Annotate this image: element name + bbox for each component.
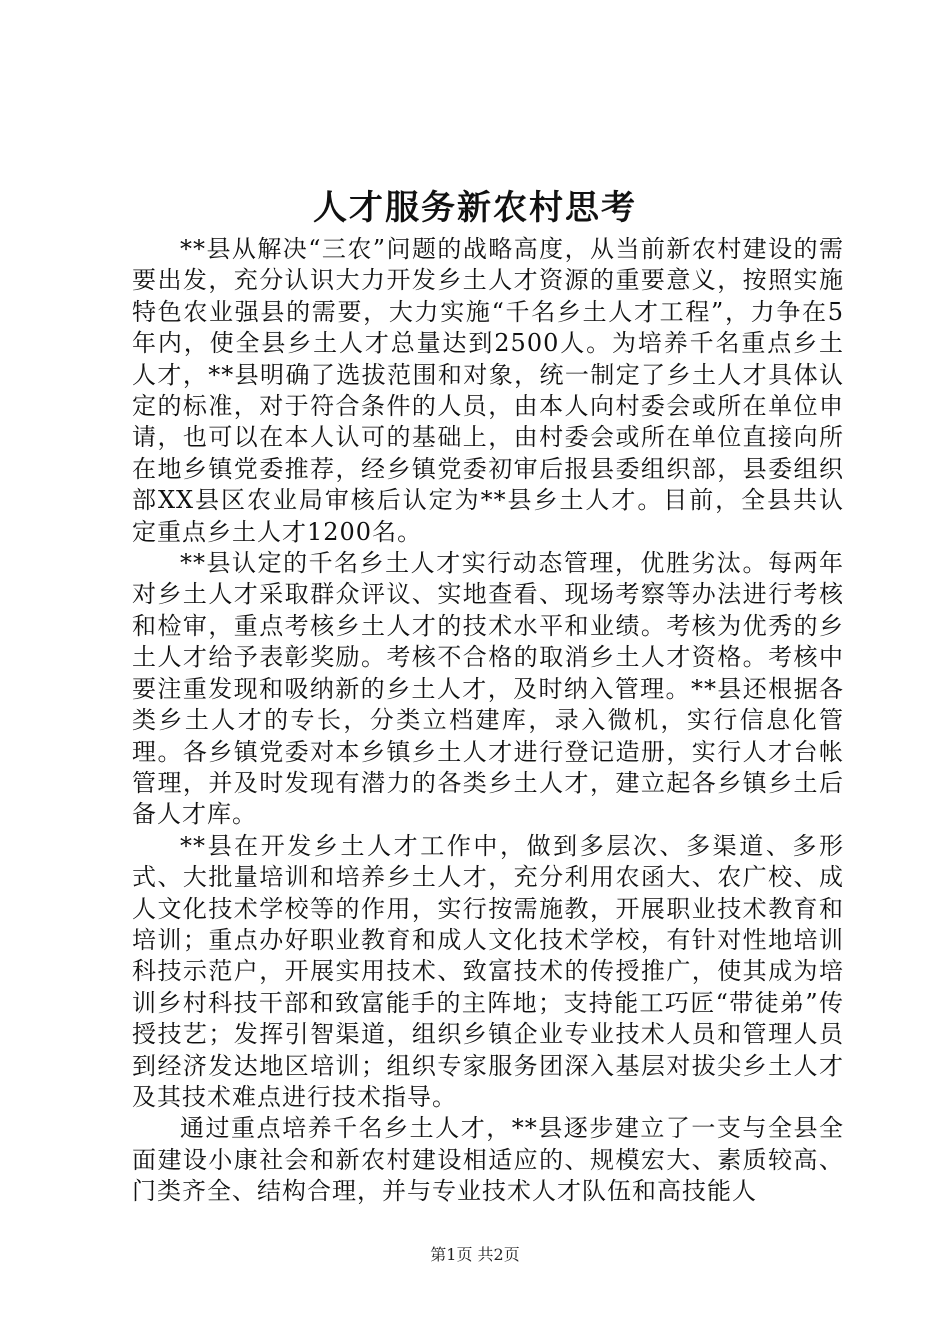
paragraph: 通过重点培养千名乡土人才，**县逐步建立了一支与全县全面建设小康社会和新农村建设相适应的、规模宏大、素质较高、门类齐全、结构合理，并与专业技术人才队伍和高技能人 (132, 1114, 844, 1206)
document-body (132, 234, 844, 1208)
paragraph: **县认定的千名乡土人才实行动态管理，优胜劣汰。每两年对乡土人才采取群众评议、实地查看、现场考察等办法进行考核和检审，重点考核乡土人才的技术水平和业绩。考核为优秀的乡土人才给予表彰奖励。考核不合格的取消乡土人才资格。考核中要注重发现和吸纳新的乡土人才，及时纳入管理。**县还根据各类乡土人才的专长，分类立档建库，录入微机，实行信息化管理。各乡镇党委对本乡镇乡土人才进行登记造册，实行人才台帐管理，并及时发现有潜力的各类乡土人才，建立起各乡镇乡土后备人才库。 (132, 549, 844, 829)
paragraph: **县从解决“三农”问题的战略高度，从当前新农村建设的需要出发，充分认识大力开发乡土人才资源的重要意义，按照实施特色农业强县的需要，大力实施“千名乡土人才工程”，力争在5年内，使全县乡土人才总量达到2500人。为培养千名重点乡土人才，**县明确了选拔范围和对象，统一制定了乡土人才具体认定的标准，对于符合条件的人员，由本人向村委会或所在单位申请，也可以在本人认可的基础上，由村委会或所在单位直接向所在地乡镇党委推荐，经乡镇党委初审后报县委组织部，县委组织部XX县区农业局审核后认定为**县乡土人才。目前，全县共认定重点乡土人才1200名。 (132, 235, 844, 546)
paragraph: **县在开发乡土人才工作中，做到多层次、多渠道、多形式、大批量培训和培养乡土人才，充分利用农函大、农广校、成人文化技术学校等的作用，实行按需施教，开展职业技术教育和培训；重点办好职业教育和成人文化技术学校，有针对性地培训科技示范户，开展实用技术、致富技术的传授推广，使其成为培训乡村科技干部和致富能手的主阵地；支持能工巧匠“带徒弟”传授技艺；发挥引智渠道，组织乡镇企业专业技术人员和管理人员到经济发达地区培训；组织专家服务团深入基层对拔尖乡土人才及其技术难点进行技术指导。 (132, 831, 844, 1111)
page-number-footer: 第1页 共2页 (430, 1245, 520, 1264)
document-title: 人才服务新农村思考 (313, 188, 637, 228)
